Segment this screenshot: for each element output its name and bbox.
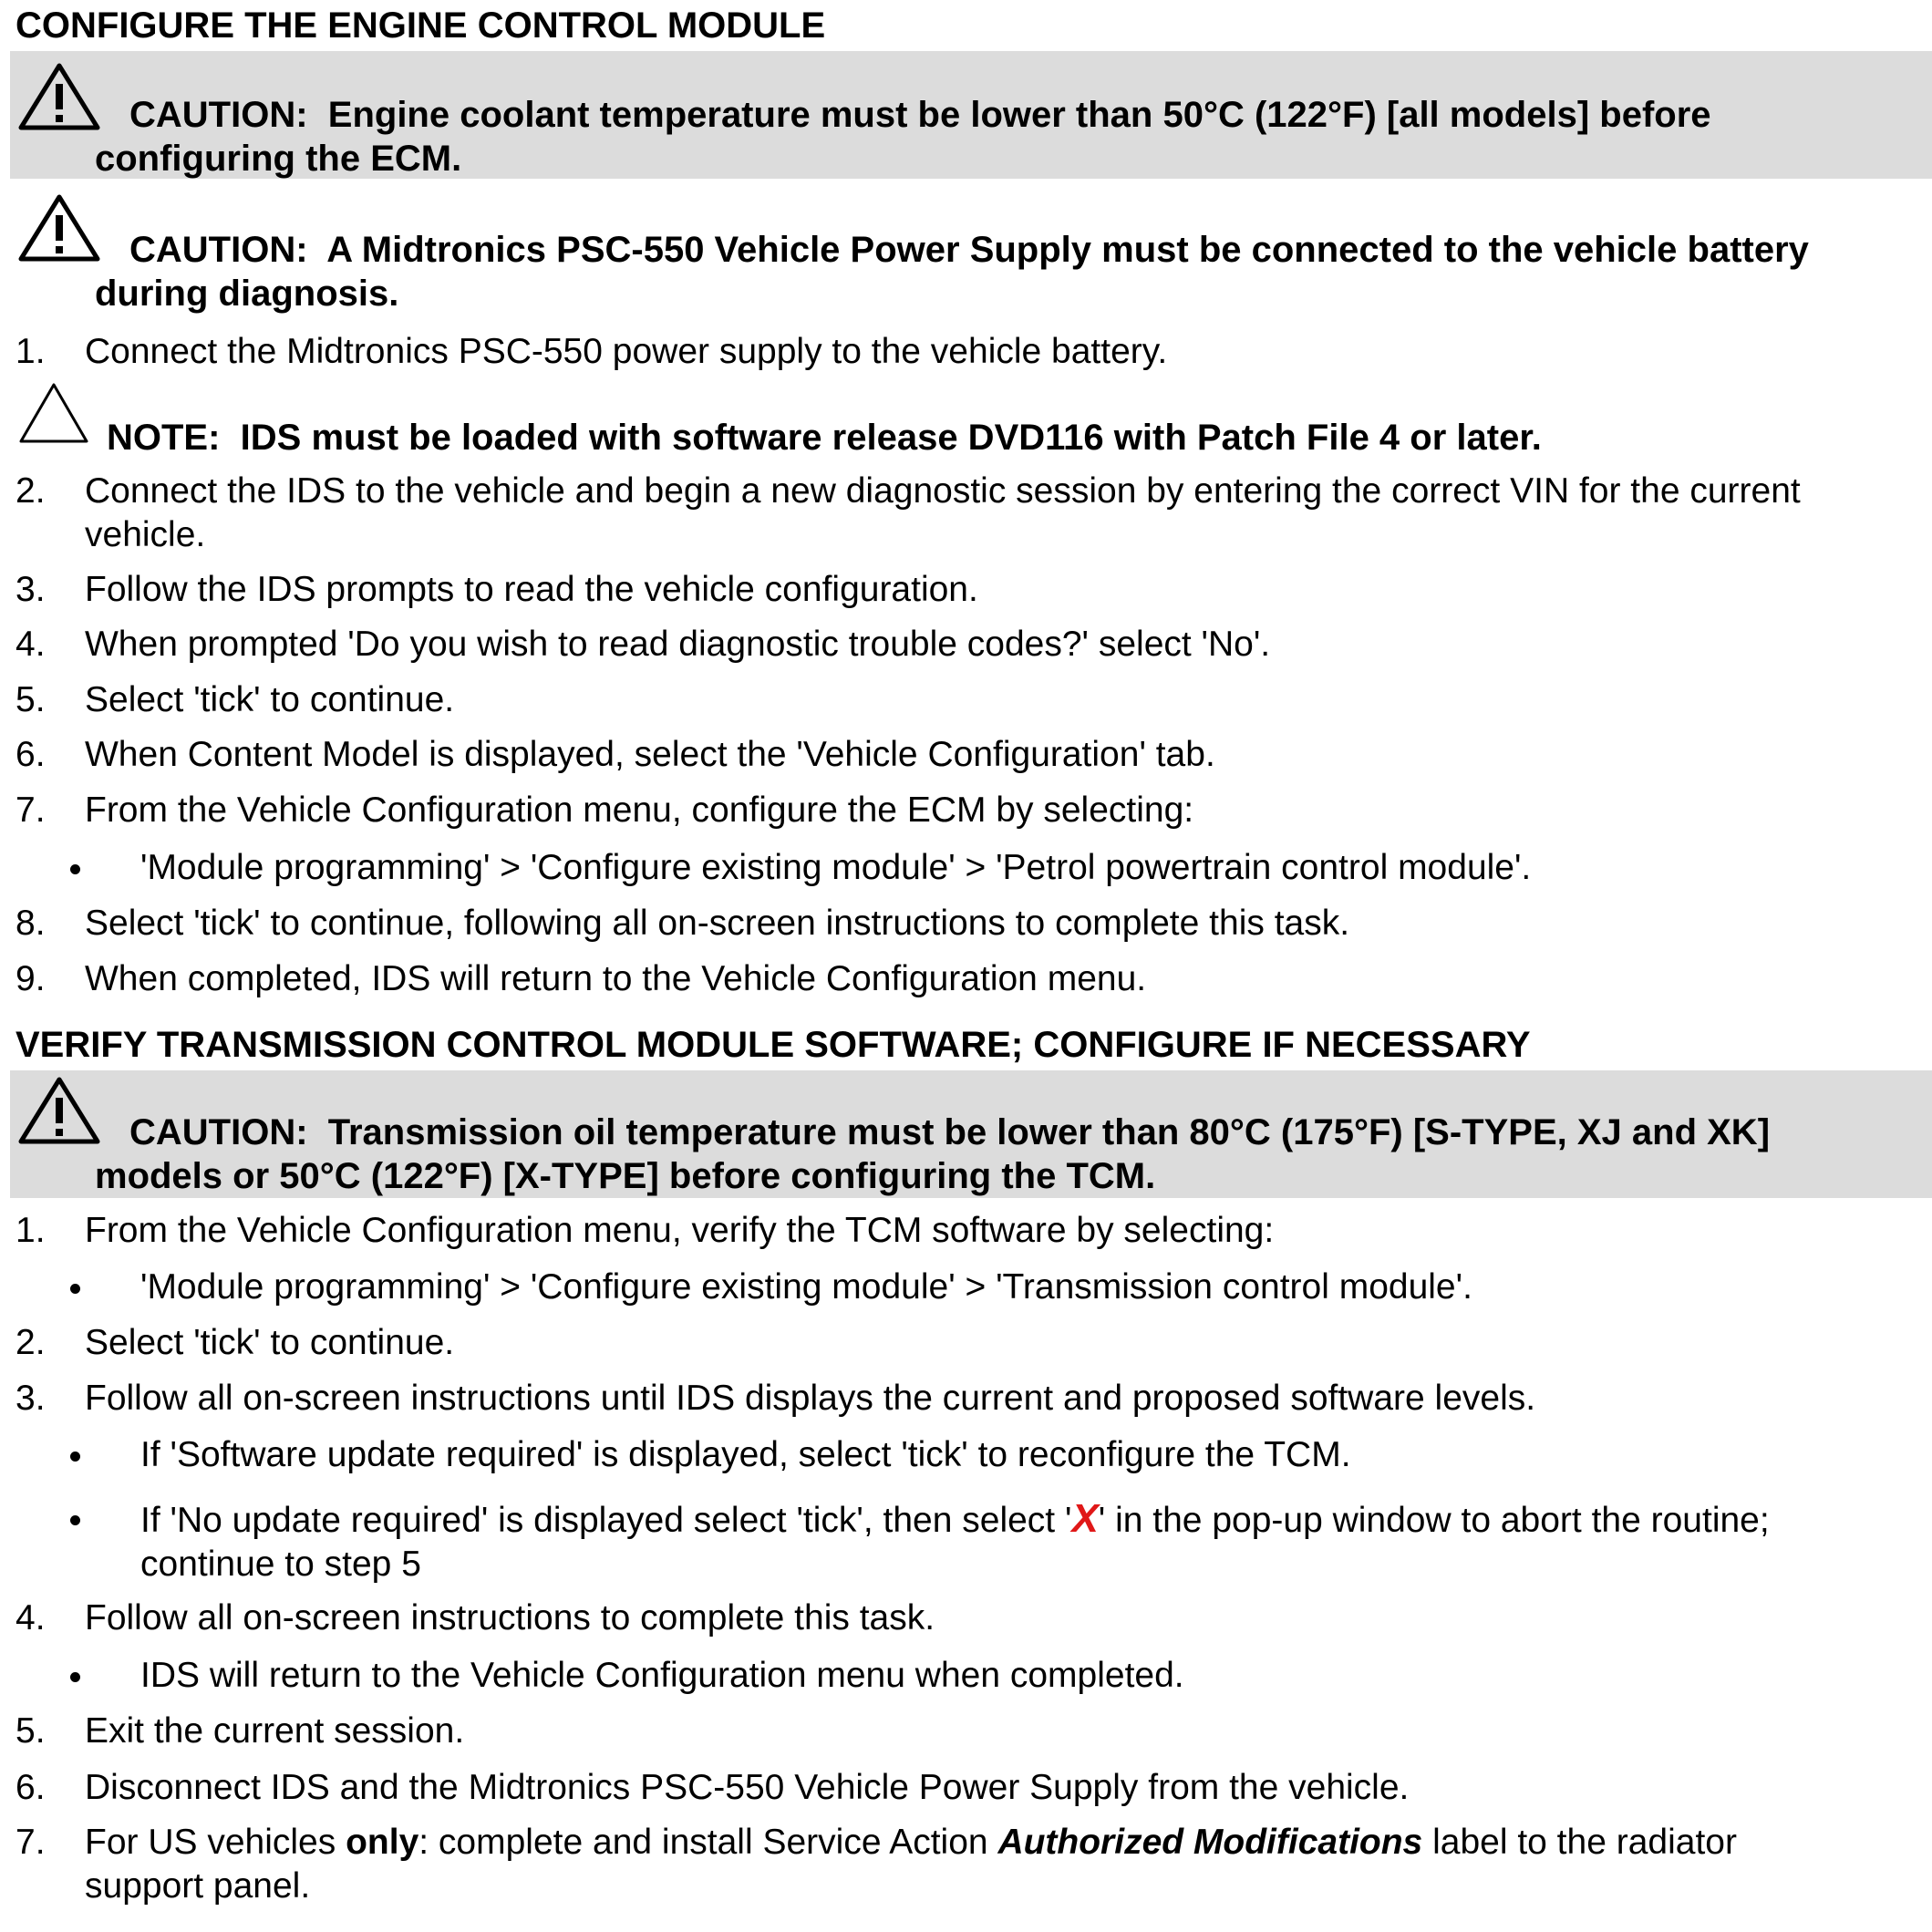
caution-line-1: CAUTION: Transmission oil temperature must be lower than 80°C (175°F) [S-TYPE, XJ and XK] bbox=[129, 1112, 1771, 1152]
bullet-dot bbox=[70, 1284, 80, 1294]
caution-line-2: configuring the ECM. bbox=[95, 139, 462, 179]
abort-x-icon: X bbox=[1071, 1496, 1099, 1541]
caution-transmission-oil bbox=[10, 1070, 1932, 1198]
warning-triangle-icon bbox=[17, 60, 101, 133]
note-triangle-icon bbox=[18, 381, 89, 447]
warning-triangle-icon bbox=[17, 191, 101, 264]
caution-line-2: during diagnosis. bbox=[95, 274, 399, 314]
caution-line-1: CAUTION: Engine coolant temperature must be lower than 50°C (122°F) [all models] before bbox=[129, 95, 1711, 135]
section-heading-tcm: VERIFY TRANSMISSION CONTROL MODULE SOFTWARE; CONFIGURE IF NECESSARY bbox=[15, 1025, 1531, 1065]
caution-coolant bbox=[10, 51, 1932, 179]
warning-triangle-icon bbox=[17, 1074, 101, 1147]
document-page: CONFIGURE THE ENGINE CONTROL MODULE CAUTION: Engine coolant temperature must be lower than 50°C (122°F) [all models] before configuring the ECM. CAUTION: A Midtronics PSC-550 Vehicle Power Supply must be connected to the vehicle battery during diagnosis. 1. Connect the Midtronics PSC-550 power supply to the vehicle battery. NOTE: IDS must be loaded with software release DVD116 with Patch File 4 or later. 2. Connect the IDS to the vehicle and begin a new diagnostic session by entering the correct VIN for the current vehicle. 3. Follow the IDS prompts to read the vehicle configuration. 4. When prompted 'Do you wish to read diagnostic trouble codes?' select 'No'. 5. Select 'tick' to continue. 6. When Content Model is displayed, select the 'Vehicle Configuration' tab. 7. From the Vehicle Configuration menu, configure the ECM by selecting: 'Module programming' > 'Configure existing module' > 'Petrol powertrain control module'. 8. Select 'tick' to continue, following all on-screen instructions to complete this task. 9. When completed, IDS will return to the Vehicle Configuration menu. VERIFY TRANSMISSION CONTROL MODULE SOFTWARE; CONFIGURE IF NECESSARY CAUTION: Transmission oil temperature must be lower than 80°C (175°F) [S-TYPE, XJ and XK] models or 50°C (122°F) [X-TYPE] before configuring the TCM. 1. From the Vehicle Configuration menu, verify the TCM software by selecting: 'Module programming' > 'Configure existing module' > 'Transmission control module'. 2. Select 'tick' to continue. 3. Follow all on-screen instructions until IDS displays the current and proposed software levels. If 'Software update required' is displayed, select 'tick' to reconfigure the TCM. If 'No update required' is displayed select 'tick', then select 'X' in the pop-up window to abort the routine; continue to step 5 4. Follow all on-screen instructions to complete this task. IDS will return to the Vehicle Configuration menu when completed. 5. Exit the current session. 6. Disconnect IDS and the Midtronics PSC-550 Vehicle Power Supply from the vehicle. 7. For US vehicles only: complete and install Service Action Authorized Modifications label to the radiator support panel. bbox=[0, 0, 1932, 1932]
caution-power-supply bbox=[10, 190, 1932, 317]
section-heading-ecm: CONFIGURE THE ENGINE CONTROL MODULE bbox=[15, 5, 826, 46]
bullet-dot bbox=[70, 1452, 80, 1462]
bullet-dot bbox=[70, 864, 80, 874]
caution-line-1: CAUTION: A Midtronics PSC-550 Vehicle Power Supply must be connected to the vehicle battery bbox=[129, 230, 1809, 270]
bullet-dot bbox=[70, 1672, 80, 1682]
caution-line-2: models or 50°C (122°F) [X-TYPE] before configuring the TCM. bbox=[95, 1156, 1156, 1196]
bullet-dot bbox=[70, 1515, 80, 1525]
